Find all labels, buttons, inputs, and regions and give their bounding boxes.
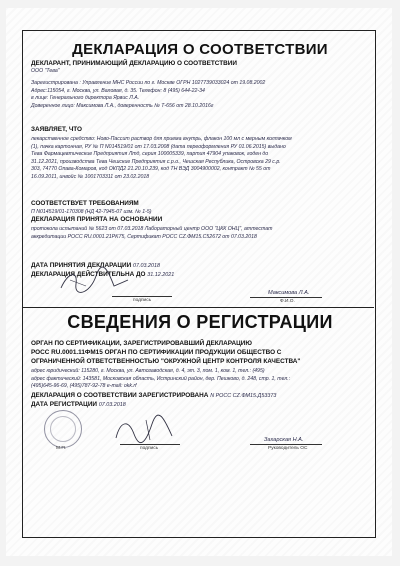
registration-title: СВЕДЕНИЯ О РЕГИСТРАЦИИ (67, 312, 333, 332)
signature-scribble-registrar (110, 412, 190, 446)
registrar-name: Захарская Н.А. (264, 437, 304, 443)
organ-line: РОСС RU.0001.11ФМ15 ОРГАН ПО СЕРТИФИКАЦИИ ПРОДУКЦИИ ОБЩЕСТВО С (31, 349, 282, 356)
reg-date-label: ДАТА РЕГИСТРАЦИИ (31, 401, 98, 408)
basis-line: аккредитации РОСС RU.0001.21PK75, Сертификат РОСС CZ.ФМ15.C52672 от 07.03.2018 (31, 233, 257, 240)
claims-line: лекарственное средство: Ново-Пассит раствор для приема внутрь, флакон 100 мл с мерным колпачком (31, 136, 292, 142)
declaration-title: ДЕКЛАРАЦИЯ О СООТВЕТСТВИИ (72, 41, 328, 58)
section-divider (22, 307, 374, 308)
valid-until-value: 31.12.2021 (147, 272, 175, 278)
declarant-line: в лице: Генерального директора Ярвис Л.А. (31, 95, 140, 101)
basis-heading: ДЕКЛАРАЦИЯ ПРИНЯТА НА ОСНОВАНИИ (31, 216, 163, 223)
name-caption: Ф.И.О. (280, 299, 295, 304)
registered-number: N РОСС CZ.ФМ15.Д53373 (210, 393, 277, 399)
claims-line: 31.12.2021, производства Тева Чешские Предприятия с.р.о., Чешская Республика, Островска 29 с.р. (31, 158, 281, 165)
claims-line: 16.09.2011, инвойс № 1001703311 от 23.02.2018 (31, 173, 150, 180)
declarant-line: Доверенное лицо: Максимова Л.А., доверенность № Т-656 от 28.10.2016г (31, 102, 214, 109)
seal-caption: М.П. (56, 446, 67, 451)
declarant-signer-name: Максимова Л.А. (268, 290, 310, 296)
signature-caption: подпись (133, 298, 152, 303)
reg-date-value: 07.03.2018 (98, 402, 126, 408)
organ-address-line: (495)645-96-69, (495)787-92-78 e-mail: okk.rf (31, 383, 137, 389)
registrar-signature-caption: подпись (140, 446, 159, 451)
registered-row (31, 392, 276, 401)
signature-scribble-declarant (56, 266, 136, 298)
declarant-heading: ДЕКЛАРАНТ, ПРИНИМАЮЩИЙ ДЕКЛАРАЦИЮ О СООТВЕТСТВИИ (31, 60, 237, 67)
declarant-name: ООО "Тева" (31, 68, 60, 74)
claims-line: 303, 74770 Опава-Комаров, код ОКПД2 21.20.10.239, код ТН ВЭД 3004900002, контракт № 55 от (31, 166, 271, 172)
valid-until-label: ДЕКЛАРАЦИЯ ДЕЙСТВИТЕЛЬНА ДО (31, 271, 146, 278)
claims-line: (1), пачка картонная, РУ № П N014519/01 от 17.03.2008 (дата переоформления РУ 01.06.2015) выдано (31, 143, 286, 150)
accepted-date-value: 07.03.2018 (133, 263, 161, 269)
organ-address-line: адрес юридический: 115280, г. Москва, ул. Автозаводская, д. 4, эт. 3, пом. 1, ком. 1, тел.: (495) (31, 368, 265, 374)
declarant-line: Зарегистрирована : Управление МНС России по г. Москве ОГРН 1027739033024 от 19.08.2002 (31, 80, 266, 86)
registrar-title-caption: Руководитель ОС (268, 446, 308, 451)
registration-seal-inner (50, 416, 76, 442)
name-line (250, 297, 322, 298)
organ-heading: ОРГАН ПО СЕРТИФИКАЦИИ, ЗАРЕГИСТРИРОВАВШИЙ ДЕКЛАРАЦИЮ (31, 340, 252, 347)
claims-line: Тева Фармацевтические Предприятия Лтд, серия 100005339, партия 47904 упаковок, годен до (31, 151, 269, 157)
requirements-line: П N014519/01-170308 (НД 42-7945-07 изм. № 1-5) (31, 209, 152, 215)
registrar-signature-line (120, 444, 180, 445)
registrar-name-line (250, 444, 322, 445)
declarant-line: Адрес:115054, г. Москва, ул. Валовая, д. 35. Телефон: 8 (495) 644-22-34 (31, 87, 205, 94)
claims-heading: ЗАЯВЛЯЕТ, ЧТО (31, 126, 83, 133)
reg-date-row (31, 401, 126, 410)
organ-address-line: адрес фактический: 143581, Московская область, Истринский район, дер. Пешково, д. 248, стр. 1, тел.: (31, 375, 291, 382)
accepted-date-label: ДАТА ПРИНЯТИЯ ДЕКЛАРАЦИИ (31, 262, 132, 269)
basis-line: протокола испытаний № 5623 от 07.03.2018 Лабораторный центр ООО "ЦКК ОНЦ", аттестат (31, 226, 273, 232)
organ-line: ОГРАНИЧЕННОЙ ОТВЕТСТВЕННОСТЬЮ "ОКРУЖНОЙ ЦЕНТР КОНТРОЛЯ КАЧЕСТВА" (31, 358, 301, 365)
registered-label: ДЕКЛАРАЦИЯ О СООТВЕТСТВИИ ЗАРЕГИСТРИРОВАНА (31, 392, 209, 399)
signature-line (112, 296, 172, 297)
requirements-heading: СООТВЕТСТВУЕТ ТРЕБОВАНИЯМ (31, 200, 139, 207)
